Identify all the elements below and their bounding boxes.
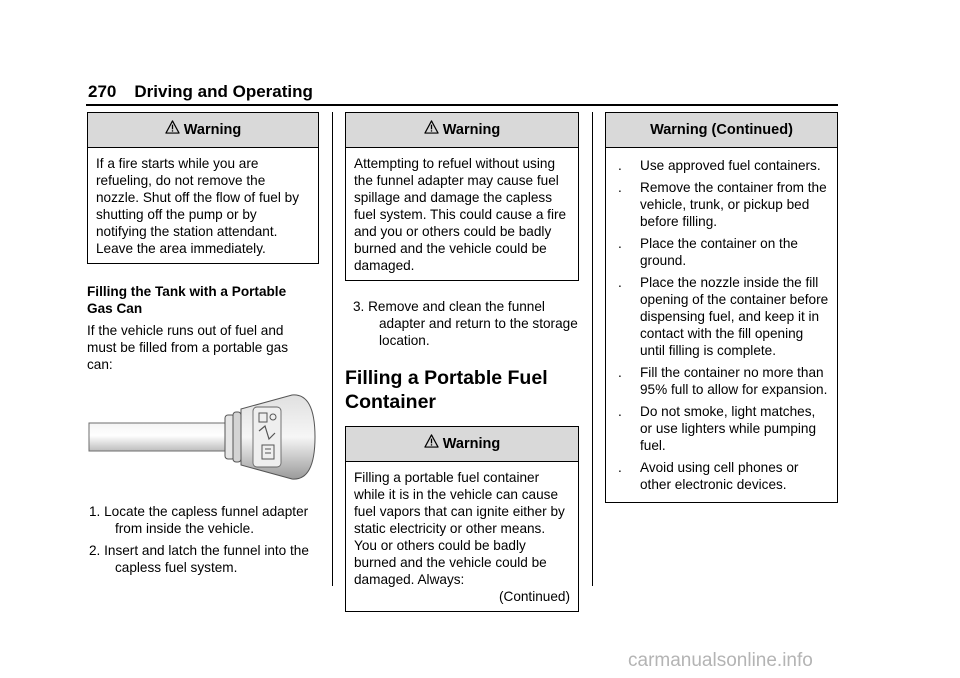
step-2: 2. Insert and latch the funnel into the capless fuel system. (89, 543, 309, 575)
warning-title: Warning (442, 435, 501, 452)
bullet-text: Remove the container from the vehicle, trunk, or pickup bed before filling. (640, 180, 827, 229)
warning-header (346, 427, 578, 462)
header-rule (86, 104, 838, 106)
column-divider-left (332, 112, 333, 586)
bullet-text: Do not smoke, light matches, or use lighters while pumping fuel. (640, 404, 817, 453)
bullet-marker: . (618, 365, 622, 380)
middle-column (345, 112, 579, 612)
warning-header (346, 113, 578, 148)
page-header (88, 82, 313, 102)
warning-triangle-icon (424, 434, 439, 448)
warning-triangle-icon (424, 120, 439, 134)
continued-label: (Continued) (498, 589, 570, 604)
list-item (614, 274, 829, 359)
bullet-text: Avoid using cell phones or other electronic devices. (640, 460, 799, 492)
bullet-text: Place the container on the ground. (640, 236, 798, 268)
list-item (614, 403, 829, 454)
bullet-text: Use approved fuel containers. (640, 158, 821, 173)
warning-title: Warning (442, 121, 501, 138)
warning-header (88, 113, 318, 148)
step-3: 3. Remove and clean the funnel adapter and return to the storage location. (353, 299, 578, 348)
warning-title: Warning (183, 121, 242, 138)
warning-title: Warning (Continued) (650, 121, 793, 138)
warning-text: Filling a portable fuel container while it is in the vehicle can cause fuel vapors that can ignite either by static electricity or other means. You or others could be badly burned and the vehicle could be damaged. Always: (354, 470, 565, 587)
list-item (614, 179, 829, 230)
warning-body (346, 462, 578, 611)
intro-paragraph: If the vehicle runs out of fuel and must be filled from a portable gas can: (87, 323, 288, 372)
right-column (605, 112, 838, 503)
fire-warning-box (87, 112, 319, 264)
continued-warning-box (605, 112, 838, 503)
warning-triangle-icon (165, 120, 180, 134)
section-heading-line-2: Container (345, 391, 437, 413)
list-item (614, 235, 829, 269)
subheading-line-1: Filling the Tank with a Portable (87, 284, 287, 299)
bullet-marker: . (618, 236, 622, 251)
warning-body: Attempting to refuel without using the funnel adapter may cause fuel spillage and damage the capless fuel system. This could cause a fire and you or others could be badly burned and the vehicle could be damaged. (354, 156, 567, 273)
warning-header (606, 113, 837, 148)
warning-body: If a fire starts while you are refueling, do not remove the nozzle. Shut off the flow of fuel by shutting off the pump or by notifying the station attendant. Leave the area immediately. (96, 156, 300, 256)
bullet-marker: . (618, 404, 622, 419)
refuel-warning-box (345, 112, 579, 281)
bullet-marker: . (618, 180, 622, 195)
list-item (614, 157, 829, 174)
subheading-line-2: Gas Can (87, 301, 143, 316)
warning-bullet-list (606, 148, 837, 502)
bullet-text: Fill the container no more than 95% full to allow for expansion. (640, 365, 828, 397)
section-title: Driving and Operating (134, 82, 313, 101)
list-item (614, 364, 829, 398)
step-1: 1. Locate the capless funnel adapter from inside the vehicle. (89, 504, 309, 536)
portable-container-warning-box (345, 426, 579, 612)
bullet-text: Place the nozzle inside the fill opening of the container before dispensing fuel, and keep it in contact with the fill opening until filling is complete. (640, 275, 829, 358)
section-heading-line-1: Filling a Portable Fuel (345, 367, 548, 389)
capless-funnel-adapter-illustration (87, 393, 319, 489)
column-divider-right (592, 112, 593, 586)
list-item (614, 459, 829, 493)
site-watermark: carmanualsonline.info (628, 650, 813, 671)
bullet-marker: . (618, 158, 622, 173)
left-column (87, 112, 319, 581)
page-number: 270 (88, 82, 117, 101)
bullet-marker: . (618, 275, 622, 290)
bullet-marker: . (618, 460, 622, 475)
